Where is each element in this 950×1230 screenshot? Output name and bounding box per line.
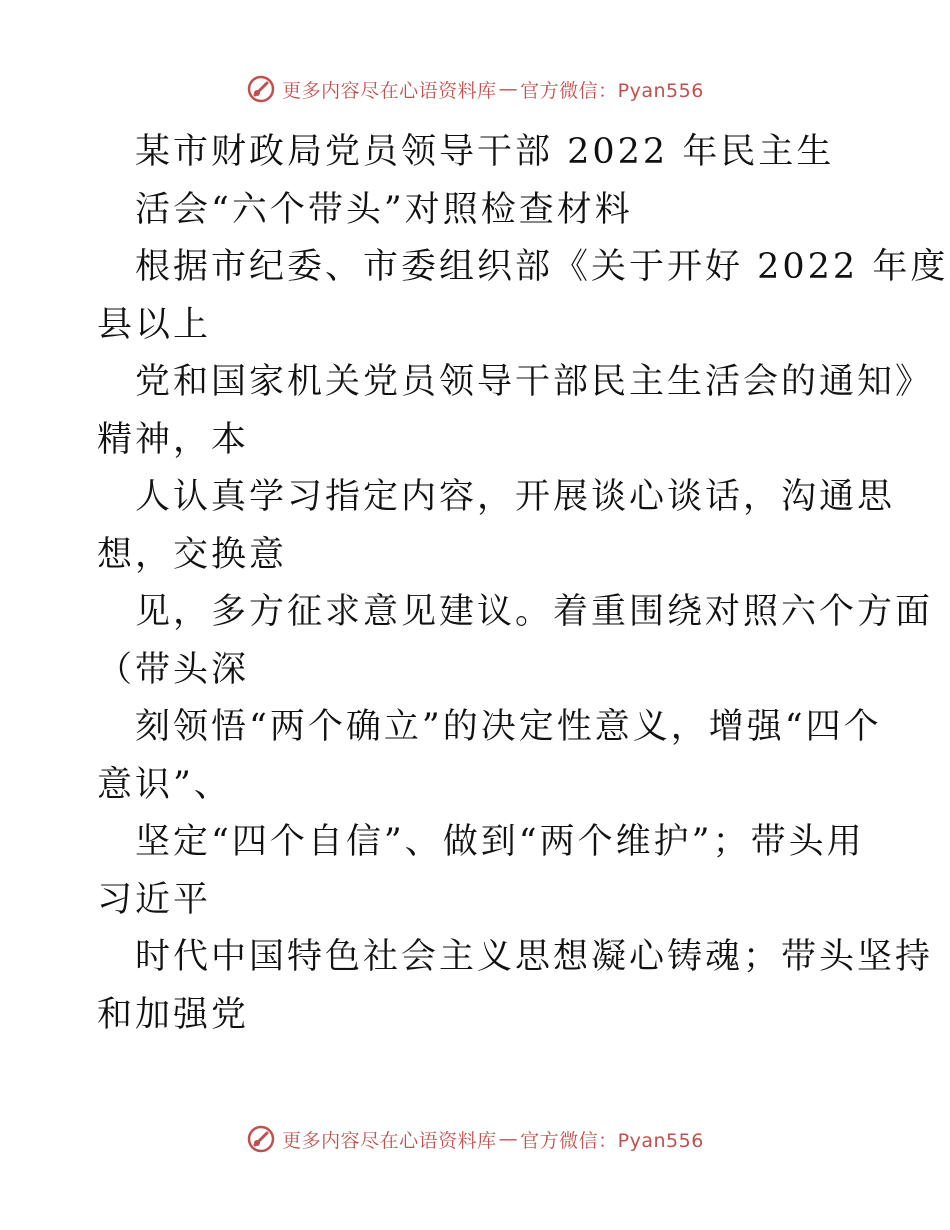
footer-watermark xyxy=(0,1124,950,1154)
text-line: 坚定“四个自信”、做到“两个维护”；带头用 xyxy=(135,822,865,862)
text-line: 某市财政局党员领导干部 2022 年民主生 xyxy=(135,132,835,172)
watermark-contact: 官方微信：Pyan556 xyxy=(520,1129,704,1152)
text-line: 县以上 xyxy=(97,304,212,345)
watermark-text: 更多内容尽在心语资料库 xyxy=(282,1129,497,1152)
text-line: 见，多方征求意见建议。着重围绕对照六个方面 xyxy=(135,592,934,632)
text-line: 时代中国特色社会主义思想凝心铸魂；带头坚持 xyxy=(135,937,934,977)
document-body xyxy=(97,124,949,1044)
text-line: 党和国家机关党员领导干部民主生活会的通知》 xyxy=(135,362,934,402)
text-line: 习近平 xyxy=(97,879,212,920)
watermark-separator: — xyxy=(498,78,519,100)
watermark-text: 更多内容尽在心语资料库 xyxy=(282,79,497,102)
text-line: 刻领悟“两个确立”的决定性意义，增强“四个 xyxy=(135,707,882,747)
text-line: 人认真学习指定内容，开展谈心谈话，沟通思 xyxy=(135,477,896,517)
watermark-contact: 官方微信：Pyan556 xyxy=(520,79,704,102)
text-line: 精神，本 xyxy=(97,419,250,460)
text-line: 活会“六个带头”对照检查材料 xyxy=(135,189,633,230)
text-line: 和加强党 xyxy=(97,994,250,1035)
header-watermark xyxy=(0,74,950,104)
watermark-separator: — xyxy=(498,1128,519,1150)
text-line: （带头深 xyxy=(97,649,250,690)
text-line: 意识”、 xyxy=(97,764,232,805)
text-line: 想，交换意 xyxy=(97,534,288,575)
brand-logo-icon xyxy=(246,74,276,104)
text-line: 根据市纪委、市委组织部《关于开好 2022 年度 xyxy=(135,247,949,287)
brand-logo-icon xyxy=(246,1124,276,1154)
